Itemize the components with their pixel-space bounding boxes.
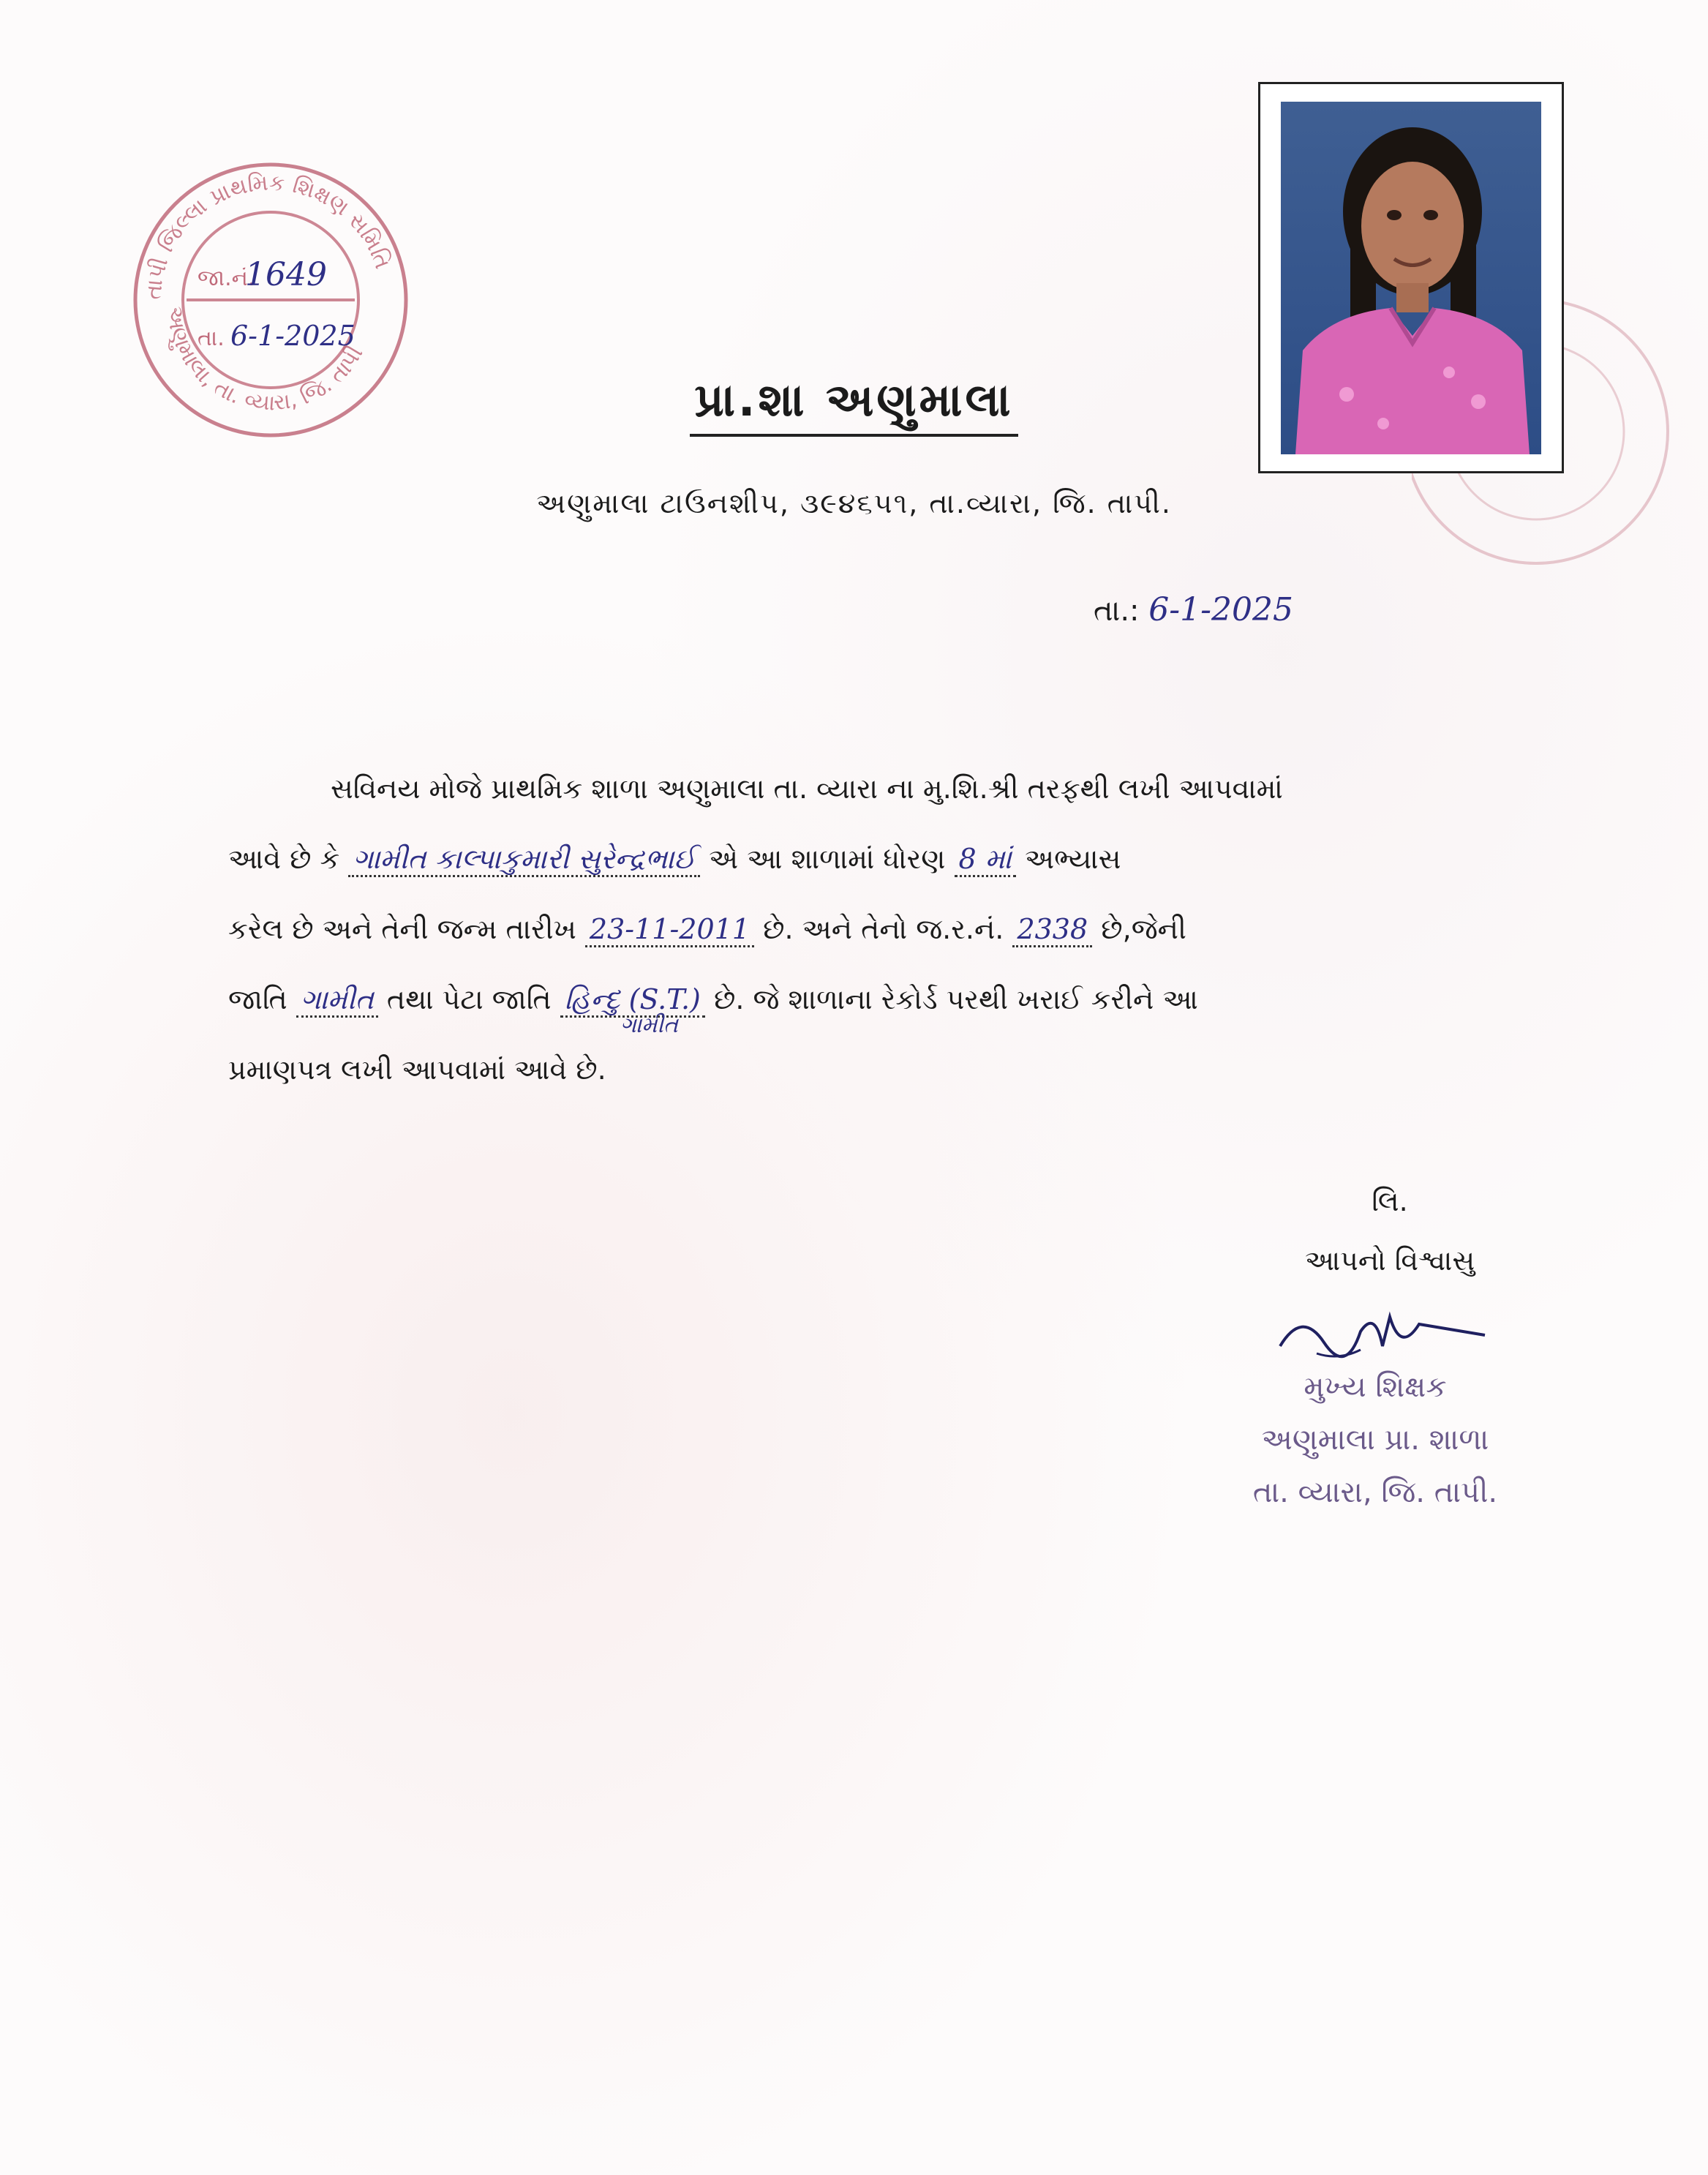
sign-yours-faithfully: આપનો વિશ્વાસુ	[1304, 1244, 1475, 1277]
stamp-place: તા. વ્યારા, જિ. તાપી.	[1252, 1476, 1498, 1509]
school-title	[0, 373, 1708, 427]
caste: ગામીત	[296, 983, 378, 1018]
body-line-2-pre: આવે છે કે	[228, 843, 340, 875]
stamp-date-value: 6-1-2025	[230, 320, 355, 352]
stamp-school-name: અણુમાલા પ્રા. શાળા	[1261, 1423, 1489, 1457]
body-line-1: સવિનય મોજે પ્રાથમિક શાળા અણુમાલા તા. વ્યારા ના મુ.શિ.શ્રી તરફથી લખી આપવામાં	[331, 773, 1283, 805]
stamp-date-label: તા.	[197, 326, 225, 351]
body-line-4	[228, 964, 1472, 1034]
headmaster-stamp	[1200, 1361, 1551, 1519]
school-title-text: પ્રા.શા અણુમાલા	[690, 373, 1017, 437]
school-address: અણુમાલા ટાઉનશીપ, ૩૯૪૬૫૧, તા.વ્યારા, જિ. તાપી.	[536, 487, 1172, 519]
signature-block	[1200, 1185, 1580, 1304]
body-line-3	[228, 894, 1472, 964]
student-name: ગામીત કાલ્પાકુમારી સુરેન્દ્રભાઈ	[348, 843, 699, 877]
stamp-inward-label: જા.નં.	[197, 266, 255, 291]
stamp-designation: મુખ્ય શિક્ષક	[1303, 1370, 1447, 1404]
date-value: 6-1-2025	[1148, 591, 1293, 628]
sign-li: લિ.	[1372, 1185, 1408, 1217]
document-date	[1094, 591, 1293, 628]
body-line-5: પ્રમાણપત્ર લખી આપવામાં આવે છે.	[228, 1053, 606, 1086]
handwritten-signature	[1273, 1302, 1492, 1368]
date-label: તા.:	[1094, 594, 1140, 628]
body-line-3-mid: છે. અને તેનો જ.ર.નં.	[763, 913, 1004, 945]
stamp-top-arc: તાપી જિલ્લા પ્રાથમિક શિક્ષણ સમિતિ	[140, 170, 396, 301]
body-line-4-mid: તથા પેટા જાતિ	[386, 983, 552, 1015]
date-of-birth: 23-11-2011	[585, 913, 754, 947]
body-line-3-pre: કરેલ છે અને તેની જન્મ તારીખ	[228, 913, 576, 945]
body-line-3-post: છે,જેની	[1101, 913, 1186, 945]
stamp-inward-no: 1649	[245, 256, 327, 293]
body-line-2-mid: એ આ શાળામાં ધોરણ	[708, 843, 946, 875]
stamp-bottom-arc: અણુમાલા, તા. વ્યારા, જિ. તાપી	[162, 304, 369, 416]
body-line-2-post: અભ્યાસ	[1025, 843, 1121, 875]
standard: 8 માં	[955, 843, 1016, 877]
body-line-4-pre: જાતિ	[228, 983, 287, 1015]
sub-caste: હિન્દુ (S.T.)	[560, 983, 705, 1018]
body-line-2	[228, 824, 1472, 894]
sub-caste-note: ગામીત	[620, 1013, 678, 1038]
register-number: 2338	[1012, 913, 1092, 947]
body-line-4-post: છે. જે શાળાના રેકોર્ડ પરથી ખરાઈ કરીને આ	[713, 983, 1198, 1015]
